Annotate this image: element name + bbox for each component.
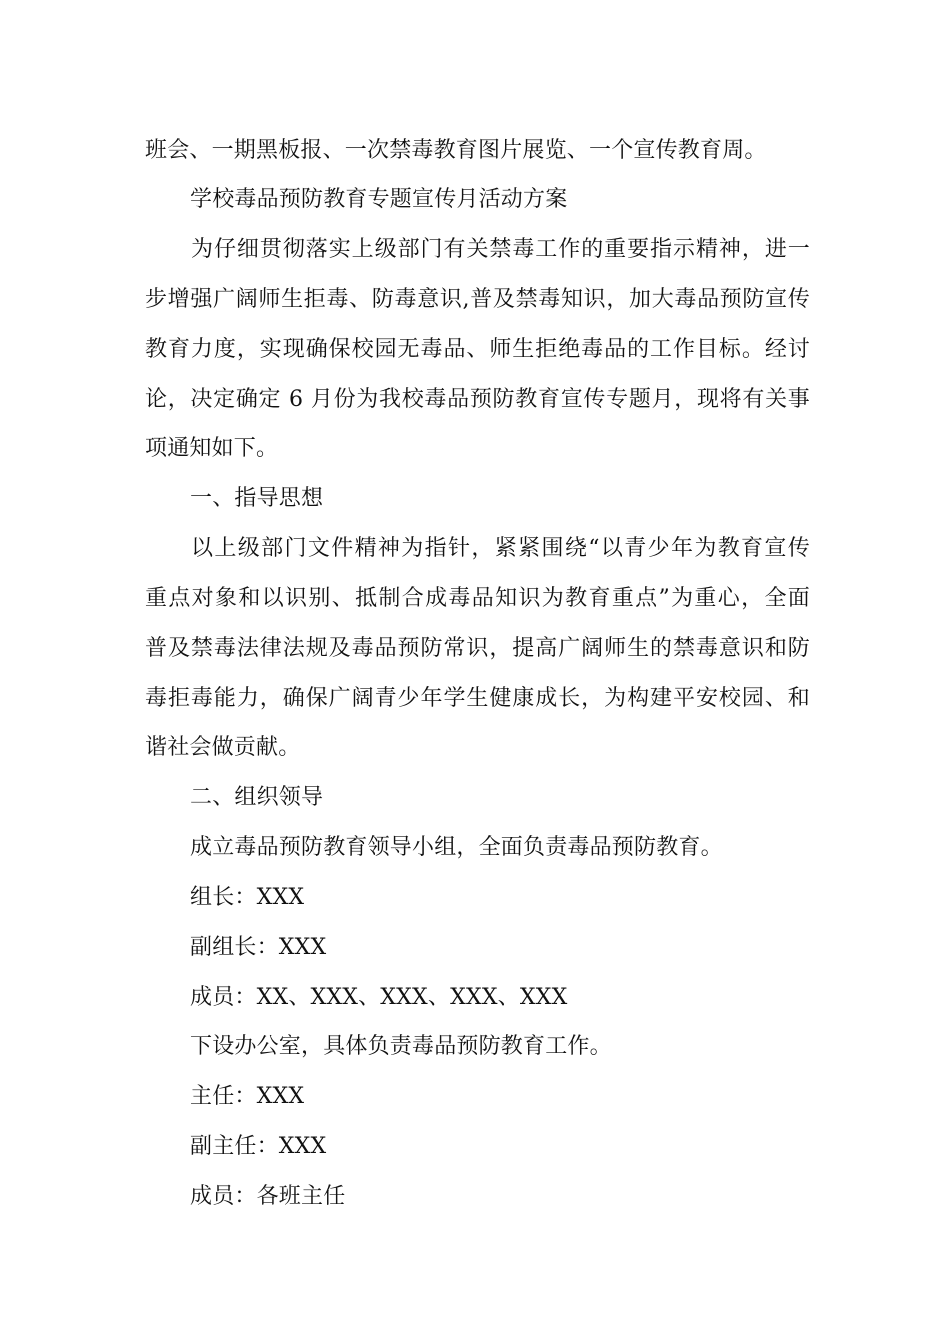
deputy-director-line: 副主任：XXX (190, 1134, 327, 1159)
paragraph-line: 步增强广阔师生拒毒、防毒意识,普及禁毒知识，加大毒品预防宣传 (145, 287, 810, 312)
paragraph-line: 普及禁毒法律法规及毒品预防常识，提高广阔师生的禁毒意识和防 (145, 636, 810, 661)
director-line: 主任：XXX (190, 1084, 305, 1109)
paragraph-line: 以上级部门文件精神为指针，紧紧围绕“以青少年为教育宣传 (191, 536, 810, 561)
leader-line: 组长：XXX (190, 885, 305, 910)
paragraph-line: 为仔细贯彻落实上级部门有关禁毒工作的重要指示精神，进一 (191, 237, 810, 262)
deputy-leader-line: 副组长：XXX (190, 935, 327, 960)
paragraph-line: 重点对象和以识别、抵制合成毒品知识为教育重点”为重心，全面 (145, 586, 810, 611)
heading-organization: 二、组织领导 (190, 785, 324, 810)
paragraph-line: 成立毒品预防教育领导小组，全面负责毒品预防教育。 (190, 835, 723, 860)
paragraph-line: 谐社会做贡献。 (145, 735, 301, 760)
members-line: 成员：XX、XXX、XXX、XXX、XXX (190, 985, 568, 1010)
heading-guiding-ideology: 一、指导思想 (190, 486, 324, 511)
paragraph-line: 教育力度，实现确保校园无毒品、师生拒绝毒品的工作目标。经讨 (145, 337, 810, 362)
paragraph-line: 论，决定确定 6 月份为我校毒品预防教育宣传专题月，现将有关事 (145, 387, 810, 412)
office-line: 下设办公室，具体负责毒品预防教育工作。 (190, 1034, 612, 1059)
text-line: 班会、一期黑板报、一次禁毒教育图片展览、一个宣传教育周。 (145, 138, 767, 163)
paragraph-line: 毒拒毒能力，确保广阔青少年学生健康成长，为构建平安校园、和 (145, 686, 810, 711)
section-title: 学校毒品预防教育专题宣传月活动方案 (190, 187, 568, 212)
office-members-line: 成员：各班主任 (190, 1184, 346, 1209)
paragraph-line: 项通知如下。 (145, 436, 279, 461)
